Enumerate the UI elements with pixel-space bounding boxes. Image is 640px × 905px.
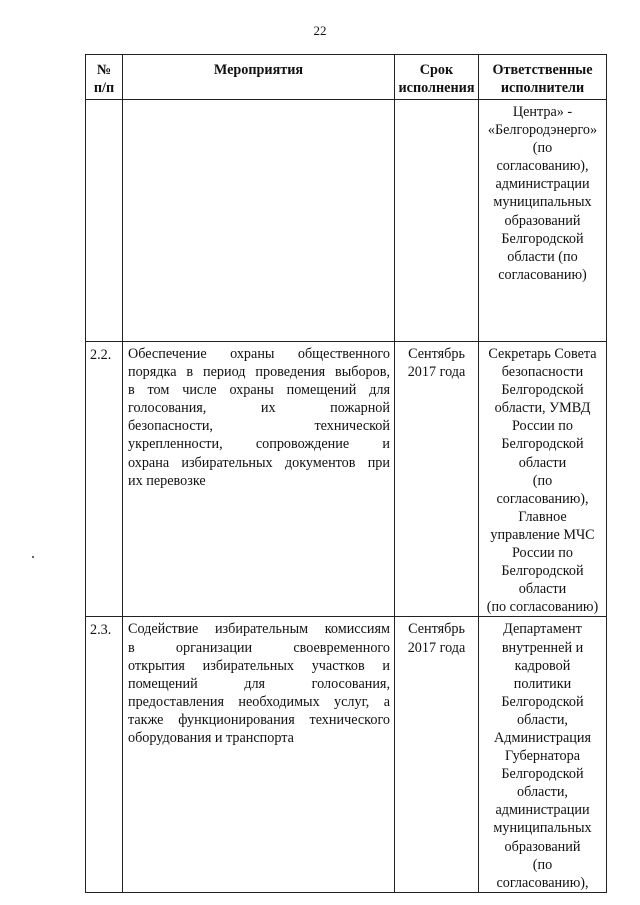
responsible-line: России по (512, 418, 573, 435)
row-number: 2.2. (86, 342, 123, 617)
activity-line: открытия избирательных участков и (128, 657, 390, 674)
responsible-line: (по (532, 140, 553, 157)
activity-line: предоставления необходимых услуг, а (128, 693, 390, 710)
activity-line: в организации своевременного (128, 639, 390, 656)
term-line: 2017 года (407, 364, 466, 381)
responsible-line: Белгородской (501, 436, 584, 453)
responsible-cell (479, 100, 607, 342)
header-responsible: Ответственные исполнители (479, 55, 607, 100)
responsible-line: «Белгородэнерго» (487, 122, 598, 139)
activity-line: Обеспечение охраны общественного (128, 346, 390, 362)
responsible-line: муниципальных (493, 194, 592, 211)
responsible-cell (479, 617, 607, 892)
responsible-line: кадровой (514, 657, 571, 674)
responsible-line: Белгородской (501, 693, 584, 710)
table-row (86, 100, 607, 342)
term-cell (395, 617, 479, 892)
header-term: Срок исполнения (395, 55, 479, 100)
activity-line: оборудования и транспорта (128, 729, 294, 746)
events-table (85, 54, 607, 893)
responsible-line: администрации (495, 176, 590, 193)
responsible-line: согласованию), (496, 158, 589, 175)
responsible-line: Главное (518, 508, 567, 525)
responsible-line: внутренней и (501, 639, 584, 656)
activity-line: безопасности, технической (128, 418, 390, 435)
responsible-line: управление МЧС (490, 526, 595, 543)
responsible-line: муниципальных (493, 820, 592, 837)
responsible-line: (по (532, 856, 553, 873)
responsible-line: согласованию), (496, 490, 589, 507)
responsible-line: области, УМВД (494, 400, 591, 417)
responsible-line: согласованию), (496, 874, 589, 891)
responsible-line: образований (504, 838, 581, 855)
responsible-line: (по (532, 472, 553, 489)
activity-line: помещений для голосования, (128, 675, 390, 692)
responsible-line: области (по (507, 248, 578, 265)
responsible-line: Департамент (503, 621, 582, 638)
activity-line: Содействие избирательным комиссиям (128, 621, 390, 638)
activity-line: порядка в период проведения выборов, (128, 364, 390, 381)
activity-line: в том числе охраны помещений для (128, 382, 390, 399)
activity-cell (123, 617, 395, 892)
responsible-line: Белгородской (501, 382, 584, 399)
activity-cell (123, 100, 395, 342)
scan-dot (32, 556, 34, 558)
page-number: 22 (313, 23, 327, 38)
responsible-line: образований (504, 212, 581, 229)
responsible-line: согласованию) (498, 266, 587, 283)
responsible-line: Белгородской (501, 766, 584, 783)
responsible-line: политики (513, 675, 572, 692)
header-activity: Мероприятия (123, 55, 395, 100)
responsible-line: Секретарь Совета (488, 346, 597, 362)
responsible-line: Белгородской (501, 230, 584, 247)
activity-cell (123, 342, 395, 617)
table-row (86, 617, 607, 892)
responsible-line: Центра» - (512, 104, 573, 120)
table-row (86, 342, 607, 617)
responsible-line: области, (517, 711, 568, 728)
header-num: № п/п (86, 55, 123, 100)
responsible-line: области (518, 581, 567, 598)
responsible-line: Белгородской (501, 563, 584, 580)
term-line: 2017 года (407, 639, 466, 656)
row-number (86, 100, 123, 342)
term-cell (395, 342, 479, 617)
responsible-line: России по (512, 545, 573, 562)
responsible-line: Губернатора (504, 748, 580, 765)
responsible-line: области, (517, 784, 568, 801)
activity-line: голосования, их пожарной (128, 400, 390, 417)
term-line: Сентябрь (408, 346, 465, 362)
responsible-line: безопасности (501, 364, 584, 381)
responsible-line: администрации (495, 802, 590, 819)
responsible-line: области (518, 454, 567, 471)
table-header-row (86, 55, 607, 100)
term-line: Сентябрь (408, 621, 465, 638)
activity-line: укрепленности, сопровождение и (128, 436, 390, 453)
responsible-line: (по согласованию) (486, 599, 599, 616)
activity-line: охрана избирательных документов при (128, 454, 390, 471)
row-number: 2.3. (86, 617, 123, 892)
term-cell (395, 100, 479, 342)
activity-line: также функционирования технического (128, 711, 390, 728)
activity-line: их перевозке (128, 472, 206, 489)
responsible-cell (479, 342, 607, 617)
responsible-line: Администрация (494, 729, 591, 746)
